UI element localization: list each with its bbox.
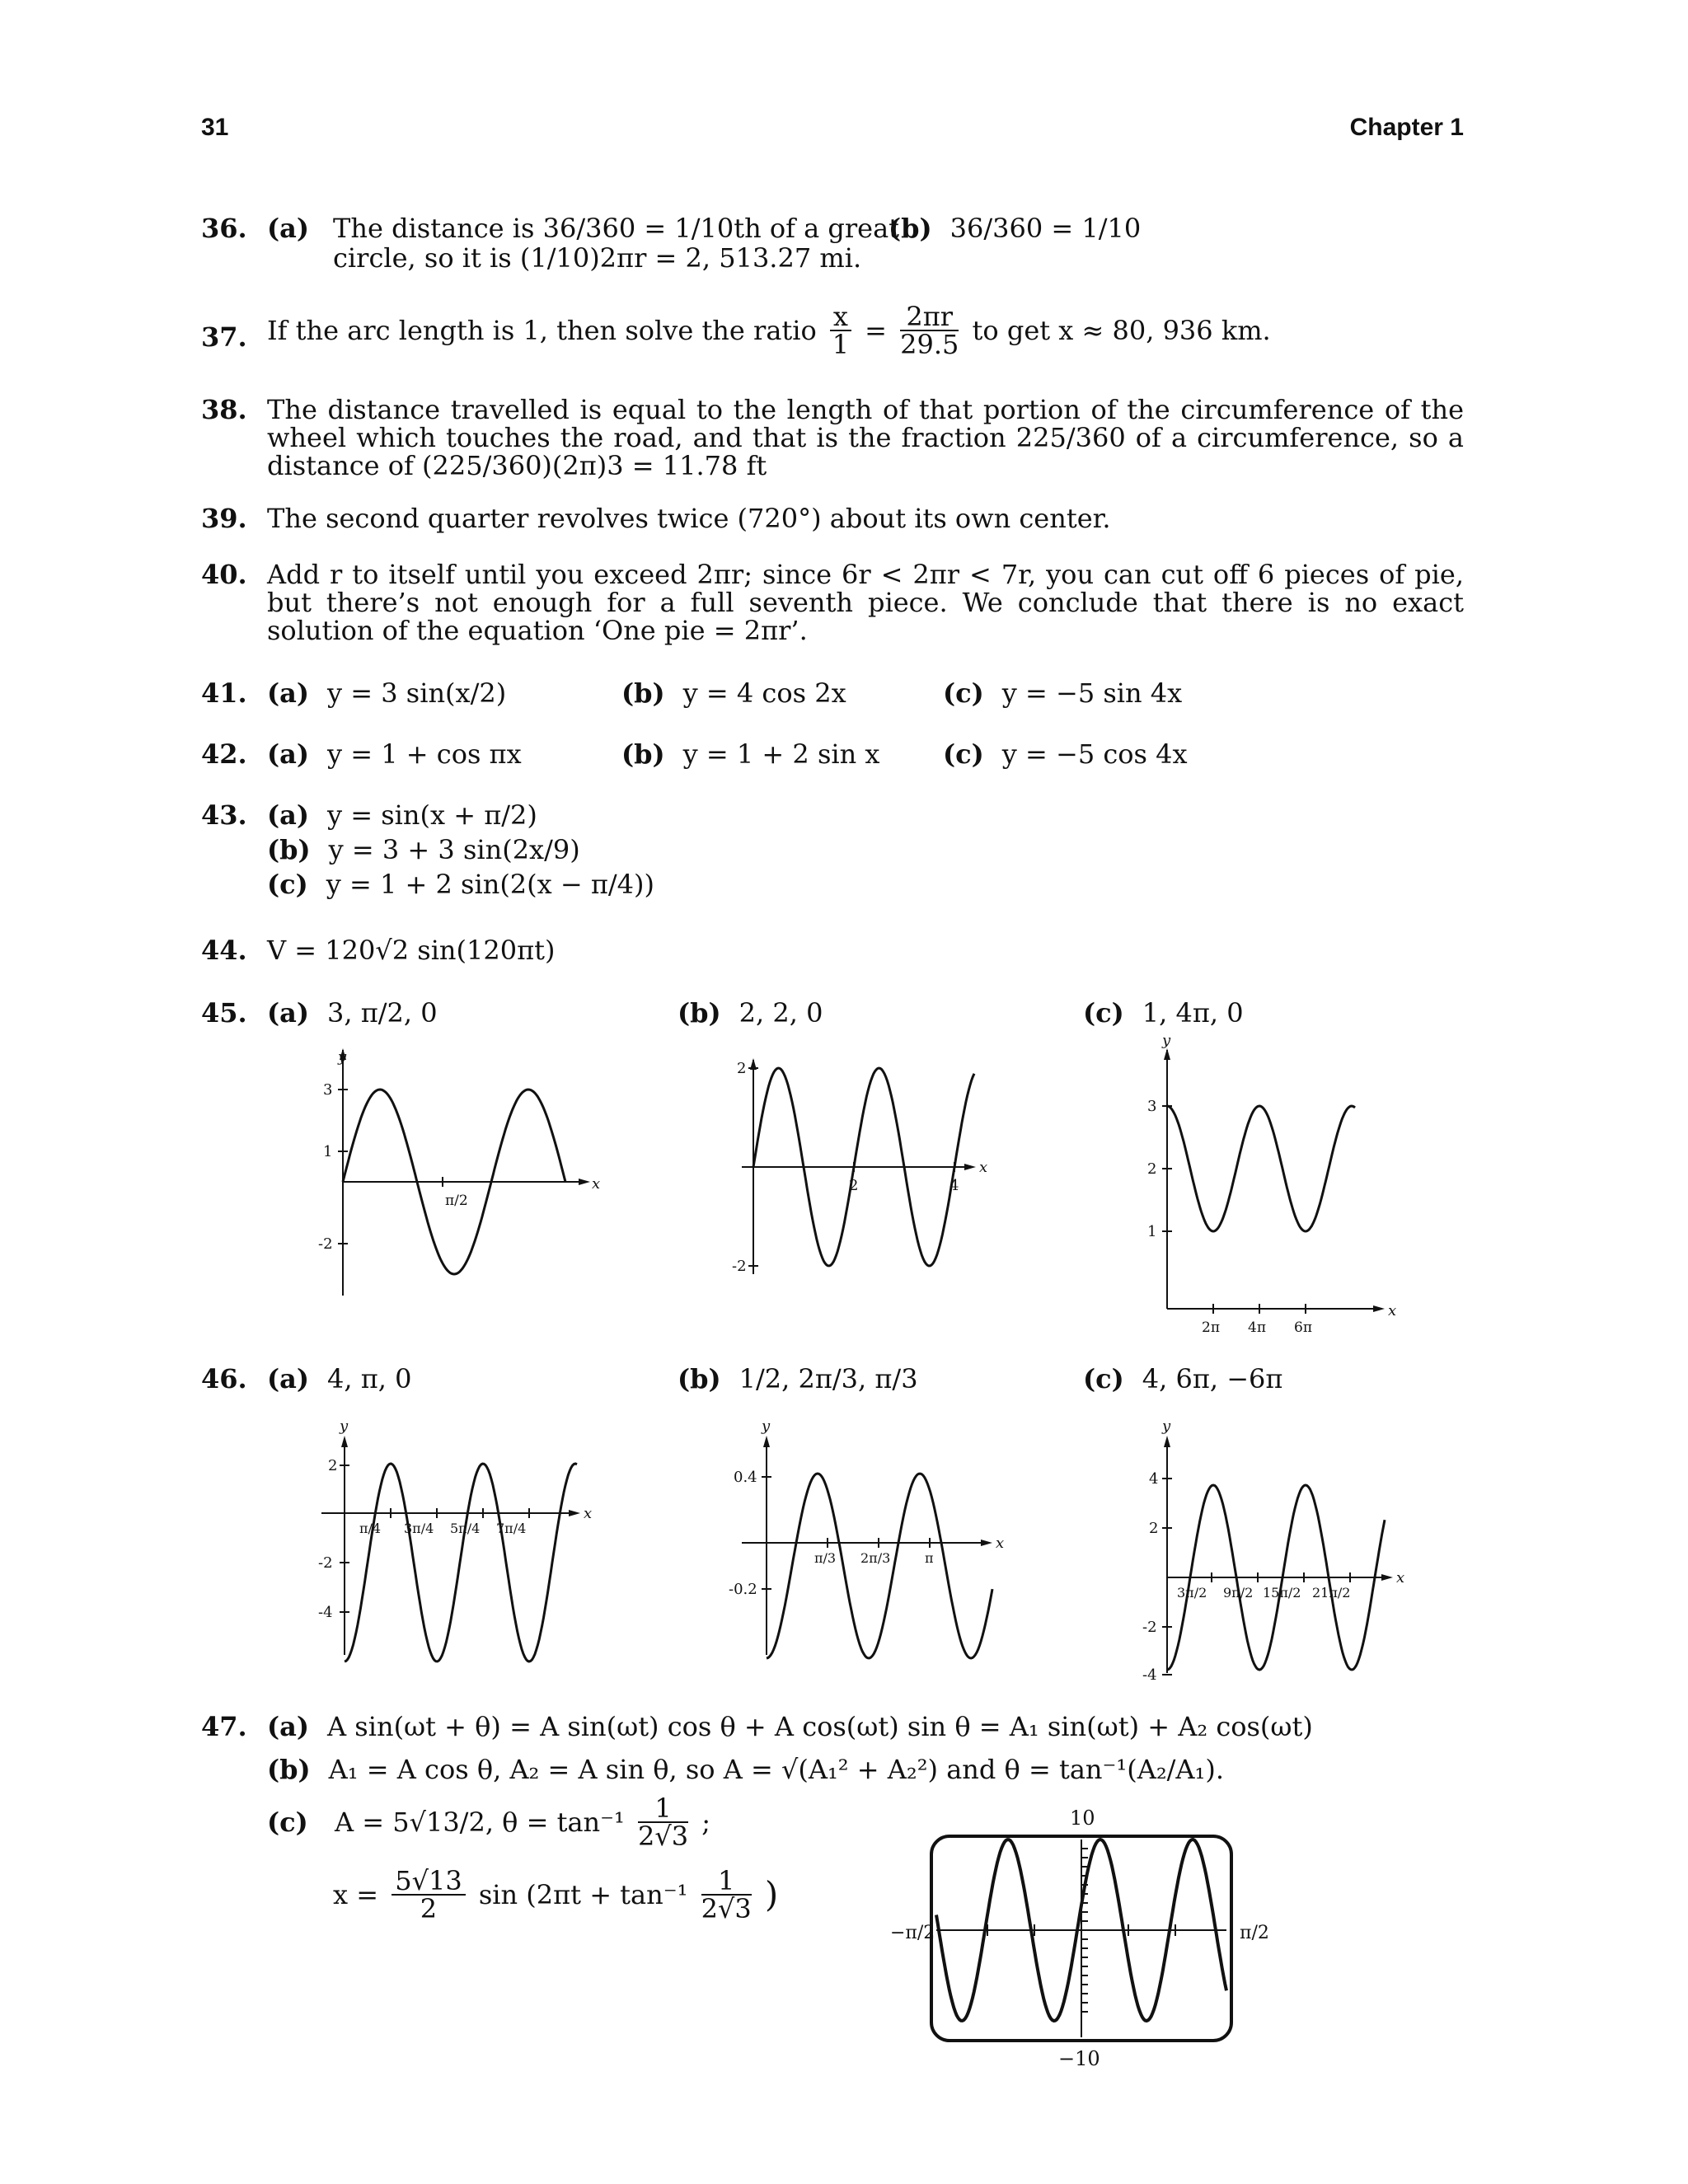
problem-number: 45. [201,997,247,1029]
x-tick-label: 3π/2 [1177,1585,1207,1601]
x-min-label: −π/2 [890,1923,935,1943]
y-tick-label: -0.2 [729,1581,757,1598]
answer-c-line1: (c) A = 5√13/2, θ = tan⁻¹ $\frac{1}{2√3}$ ; [267,1793,711,1852]
problem-43: 43. (a) y = sin(x + π/2) (b) y = 3 + 3 sin(2x/9) (c) y = 1 + 2 sin(2(x − π/4)) [201,799,654,900]
problem-37 [201,303,1464,369]
problem-42: 42. (a) y = 1 + cos πx (b) y = 1 + 2 sin x (c) y = −5 cos 4x [201,738,1188,770]
y-tick-label: -2 [318,1554,333,1572]
curve-46a [345,1464,577,1661]
part-a-line1: The distance is 36/360 = 1/10th of a great [333,213,900,244]
chapter-title: Chapter 1 [1349,114,1464,141]
answer-b: A₁ = A cos θ, A₂ = A sin θ, so A = √(A₁² + A₂²) and θ = tan⁻¹(A₂/A₁). [328,1754,1225,1785]
x-tick-label: 3π/4 [404,1521,434,1536]
x-tick-label: 4 [950,1177,959,1194]
problem-text: The second quarter revolves twice (720°) about its own center. [267,503,1111,534]
answer-c: y = −5 cos 4x [1001,738,1188,770]
part-a-line2: circle, so it is (1/10)2πr = 2, 513.27 mi. [333,242,862,274]
x-tick-label: π/2 [445,1193,468,1209]
x-tick-label: 6π [1294,1319,1312,1336]
x-tick-label: 15π/2 [1263,1585,1301,1601]
y-tick-label: 2 [1147,1160,1157,1178]
problem-number: 42. [201,738,247,770]
x-tick-label: 2π/3 [860,1550,891,1566]
x-tick-label: 4π [1248,1319,1266,1336]
x-axis-label: x [584,1505,593,1522]
problem-36 [201,214,1464,280]
problem-number: 39. [201,503,247,534]
graph-46a [313,1418,610,1665]
answer-b: y = 4 cos 2x [682,677,846,709]
answer-a: y = 3 sin(x/2) [327,677,507,709]
problem-number: 37. [201,321,247,353]
answer-c: y = −5 sin 4x [1001,677,1183,709]
x-tick-label: 2π [1202,1319,1220,1336]
y-axis-label: y [1162,1418,1171,1435]
problem-46: 46. (a) 4, π, 0 (b) 1/2, 2π/3, π/3 (c) 4, 6π, −6π [201,1363,1283,1394]
answer-a: 3, π/2, 0 [327,997,438,1029]
y-tick-label: -4 [1142,1666,1157,1684]
answer-c-line2: x = $\frac{5√13}{2}$ sin (2πt + tan⁻¹ $\frac{1}{2√3}$ ) [333,1865,779,1924]
answer-b: 2, 2, 0 [738,997,823,1029]
x-tick-label: π/4 [359,1521,382,1536]
answer-b: y = 1 + 2 sin x [682,738,880,770]
y-min-label: −10 [1058,2047,1100,2070]
y-axis-label: y [338,1048,347,1066]
answer-c: 4, 6π, −6π [1142,1363,1283,1394]
fraction: $\frac{1}{2√3}$ [638,1793,689,1852]
y-axis-label: y [340,1418,349,1435]
answer-c: 1, 4π, 0 [1142,997,1244,1029]
x-tick-label: π [925,1550,934,1566]
ratio-line: If the arc length is 1, then solve the ratio $\frac{x}{1}$ = $\frac{2\pi r}{29.5}$ to get x ≈ 80, 936 km. [267,301,1271,360]
y-tick-label: 2 [328,1457,338,1474]
fraction-x-over-1: $\frac{x}{1}$ [830,303,851,358]
curve-45c [1167,1106,1355,1231]
y-axis-label: y [762,1418,771,1435]
problem-38 [201,396,1464,486]
y-tick-label: 2 [1149,1520,1159,1537]
x-tick-label: 7π/4 [496,1521,527,1536]
y-tick-label: -2 [1142,1619,1157,1636]
fraction-2pir-over-29-5: $\frac{2\pi r}{29.5}$ [900,301,959,360]
y-axis-label: y [1162,1032,1171,1049]
problem-number: 38. [201,394,247,425]
x-axis-label: x [1388,1302,1397,1319]
graph-46c [1137,1418,1418,1684]
answer-b: 1/2, 2π/3, π/3 [738,1363,918,1394]
problem-number: 40. [201,559,247,590]
y-tick-label: 3 [1147,1098,1157,1115]
x-tick-label: 21π/2 [1312,1585,1351,1601]
x-max-label: π/2 [1240,1923,1269,1943]
graph-45a [313,1047,610,1302]
curve-46b [767,1474,992,1658]
y-tick-label: -4 [318,1604,333,1621]
problem-number: 47. [201,1711,247,1742]
x-axis-label: x [592,1175,601,1193]
x-axis-label: x [1396,1569,1405,1586]
y-tick-label: 4 [1149,1470,1159,1488]
calculator-graph [890,1805,1269,2077]
x-tick-label: 2 [849,1177,859,1194]
problem-number: 36. [201,213,247,244]
graph-45c [1137,1032,1401,1336]
problem-47: 47. (a) A sin(ωt + θ) = A sin(ωt) cos θ + A cos(ωt) sin θ = A₁ sin(ωt) + A₂ cos(ωt) (b) A₁ = A cos θ, A₂ = A sin θ, so A = √(A₁² + A₂²) and θ = tan⁻¹(A₂/A₁). (c) A = 5√13/2, θ = tan⁻¹ $\frac{1}{2√3}$ ; x = $\frac{5√13}{2}$ sin (2πt + tan⁻¹ $\frac{1}{2√3}$ ) [201,1711,1313,1924]
answer-a: A sin(ωt + θ) = A sin(ωt) cos θ + A cos(ωt) sin θ = A₁ sin(ωt) + A₂ cos(ωt) [327,1711,1313,1742]
problem-number: 46. [201,1363,247,1394]
problem-44 [201,936,1464,969]
fraction: $\frac{5√13}{2}$ [392,1868,465,1922]
y-tick-label: 1 [1147,1223,1157,1240]
graph-46b [725,1418,1022,1665]
part-a: (a) [267,213,310,244]
problem-text: V = 120√2 sin(120πt) [267,935,556,966]
x-tick-label: 9π/2 [1223,1585,1254,1601]
y-tick-label: 2 [737,1060,747,1077]
problem-text: Add r to itself until you exceed 2πr; since 6r < 2πr < 7r, you can cut off 6 pieces of pie, but there’s not enough for a full seventh piece. We conclude that there is no exact solution of the equation ‘One pie = 2πr’. [267,559,1464,646]
x-tick-label: π/3 [814,1550,837,1566]
fraction: $\frac{1}{2√3}$ [701,1865,752,1924]
problem-text: The distance travelled is equal to the length of that portion of the circumference of the wheel which touches the road, and that is the fraction 225/360 of a circumference, so a distance of (225/360)(2π)3 = 11.78 ft [267,394,1464,481]
graph-45b [725,1057,1022,1296]
problem-39 [201,504,1464,537]
y-max-label: 10 [1070,1807,1095,1830]
answer-a: 4, π, 0 [327,1363,412,1394]
answer-b: y = 3 + 3 sin(2x/9) [328,834,580,865]
problem-number: 41. [201,677,247,709]
answer-a: y = 1 + cos πx [327,738,522,770]
y-tick-label: 0.4 [734,1469,757,1486]
problem-number: 43. [201,799,247,831]
y-tick-label: 1 [323,1143,333,1160]
answer-a: y = sin(x + π/2) [327,799,537,831]
y-tick-label: -2 [732,1258,747,1275]
problem-40 [201,560,1464,651]
y-tick-label: -2 [318,1235,333,1253]
page-number: 31 [201,114,229,141]
x-axis-label: x [996,1535,1005,1552]
problem-number: 44. [201,935,247,966]
y-tick-label: 3 [323,1081,333,1099]
problem-45: 45. (a) 3, π/2, 0 (b) 2, 2, 0 (c) 1, 4π, 0 [201,997,1244,1029]
x-axis-label: x [979,1159,988,1176]
x-tick-label: 5π/4 [450,1521,481,1536]
problem-41: 41. (a) y = 3 sin(x/2) (b) y = 4 cos 2x (c) y = −5 sin 4x [201,677,1183,709]
answer-c: y = 1 + 2 sin(2(x − π/4)) [326,869,654,900]
part-b: (b) 36/360 = 1/10 [889,213,1142,244]
